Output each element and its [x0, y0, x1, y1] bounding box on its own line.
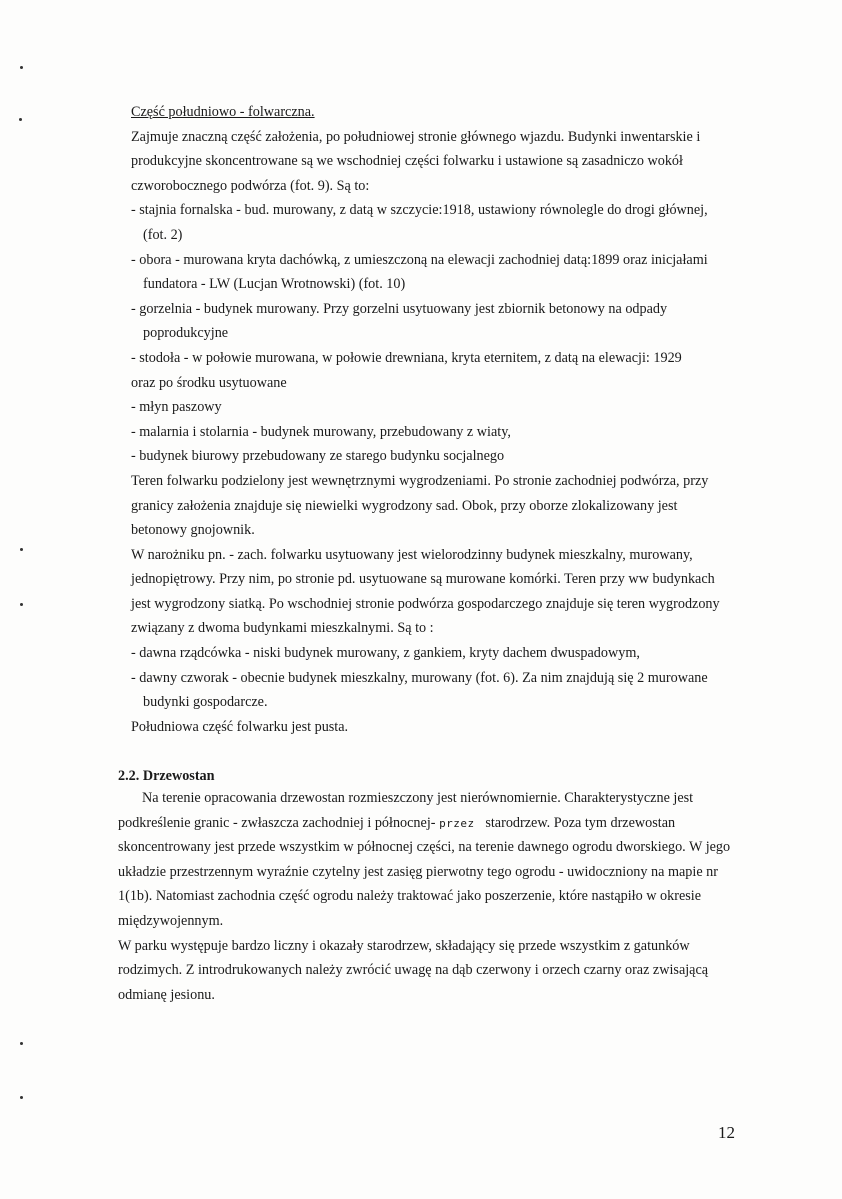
list-item: - malarnia i stolarnia - budynek murowany, przebudowany z wiaty,: [131, 423, 511, 440]
para-line: W narożniku pn. - zach. folwarku usytuowany jest wielorodzinny budynek mieszkalny, murowany,: [131, 546, 693, 563]
list-item-cont: (fot. 2): [143, 226, 183, 243]
para-line: Teren folwarku podzielony jest wewnętrznymi wygrodzeniami. Po stronie zachodniej podwórza, przy: [131, 472, 709, 489]
section2-line: odmianę jesionu.: [118, 986, 215, 1003]
section2-line: międzywojennym.: [118, 912, 224, 929]
section2-line: [118, 811, 743, 836]
section2-line-part: starodrzew. Poza tym drzewostan: [485, 814, 676, 831]
list-item-cont: fundatora - LW (Lucjan Wrotnowski) (fot. 10): [143, 276, 406, 293]
page-number: 12: [718, 1123, 735, 1142]
handwritten-annotation: przez: [439, 816, 475, 830]
list-item: - stajnia fornalska - bud. murowany, z datą w szczycie:1918, ustawiony równolegle do drogi głównej,: [131, 202, 708, 219]
scan-dot: [20, 66, 23, 69]
list-item-cont: poprodukcyjne: [143, 325, 229, 342]
para-line: związany z dwoma budynkami mieszkalnymi. Są to :: [131, 620, 434, 637]
para-line: Południowa część folwarku jest pusta.: [131, 718, 349, 735]
section2-line: 1(1b). Natomiast zachodnia część ogrodu należy traktować jako poszerzenie, które nastąpiło w okresie: [118, 888, 702, 905]
para-line: jest wygrodzony siatką. Po wschodniej stronie podwórza gospodarczego znajduje się teren wygrodzony: [131, 595, 720, 612]
section2-line: układzie przestrzennym wyraźnie czytelny jest zasięg pierwotny tego ogrodu - uwidoczniony na mapie nr: [118, 863, 718, 880]
intro-line: produkcyjne skoncentrowane są we wschodniej części folwarku i ustawione są zasadniczo wokół: [131, 153, 683, 170]
scan-dot: [20, 603, 23, 606]
section2-line-part: podkreślenie granic - zwłaszcza zachodniej i północnej: [118, 814, 431, 831]
para-line: granicy założenia znajduje się niewielki wygrodzony sad. Obok, przy oborze zlokalizowany jest: [131, 497, 678, 514]
para-line: - dawna rządcówka - niski budynek murowany, z gankiem, kryty dachem dwuspadowym,: [131, 645, 640, 662]
section2-line: W parku występuje bardzo liczny i okazały starodrzew, składający się przede wszystkim z gatunków: [118, 937, 690, 954]
intro-line: czworobocznego podwórza (fot. 9). Są to:: [131, 177, 370, 194]
section-title: Część południowo - folwarczna.: [131, 104, 315, 120]
scan-dot: [19, 118, 22, 121]
para-line: betonowy gnojownik.: [131, 522, 255, 539]
section2-heading: 2.2. Drzewostan: [118, 768, 215, 784]
list-item: - budynek biurowy przebudowany ze starego budynku socjalnego: [131, 448, 505, 465]
para-line: jednopiętrowy. Przy nim, po stronie pd. usytuowane są murowane komórki. Teren przy ww budynkach: [131, 571, 715, 588]
list-item: - stodoła - w połowie murowana, w połowie drewniana, kryta eternitem, z datą na elewacji: 1929: [131, 349, 682, 366]
handwritten-mark: -: [430, 814, 436, 831]
scan-dot: [20, 548, 23, 551]
scan-dot: [20, 1042, 23, 1045]
main-text-block: [131, 100, 743, 739]
section2-line: skoncentrowany jest przede wszystkim w północnej części, na terenie dawnego ogrodu dworskiego. W jego: [118, 839, 731, 856]
section2-line: rodzimych. Z introdrukowanych należy zwrócić uwagę na dąb czerwony i orzech czarny oraz zwisającą: [118, 962, 709, 979]
list-item: - gorzelnia - budynek murowany. Przy gorzelni usytuowany jest zbiornik betonowy na odpady: [131, 300, 668, 317]
para-line: - dawny czworak - obecnie budynek mieszkalny, murowany (fot. 6). Za nim znajdują się 2 murowane: [131, 669, 708, 686]
scan-dot: [20, 1096, 23, 1099]
section2-text-block: [118, 786, 743, 1007]
list-item: - obora - murowana kryta dachówką, z umieszczoną na elewacji zachodniej datą:1899 oraz inicjałami: [131, 251, 708, 268]
section2-line: Na terenie opracowania drzewostan rozmieszczony jest nierównomiernie. Charakterystyczne jest: [142, 790, 694, 806]
intro-line: Zajmuje znaczną część założenia, po południowej stronie głównego wjazdu. Budynki inwentarskie i: [131, 128, 701, 145]
para-line: budynki gospodarcze.: [143, 694, 268, 711]
list-item: - młyn paszowy: [131, 399, 222, 416]
list-item-cont: oraz po środku usytuowane: [131, 374, 287, 391]
